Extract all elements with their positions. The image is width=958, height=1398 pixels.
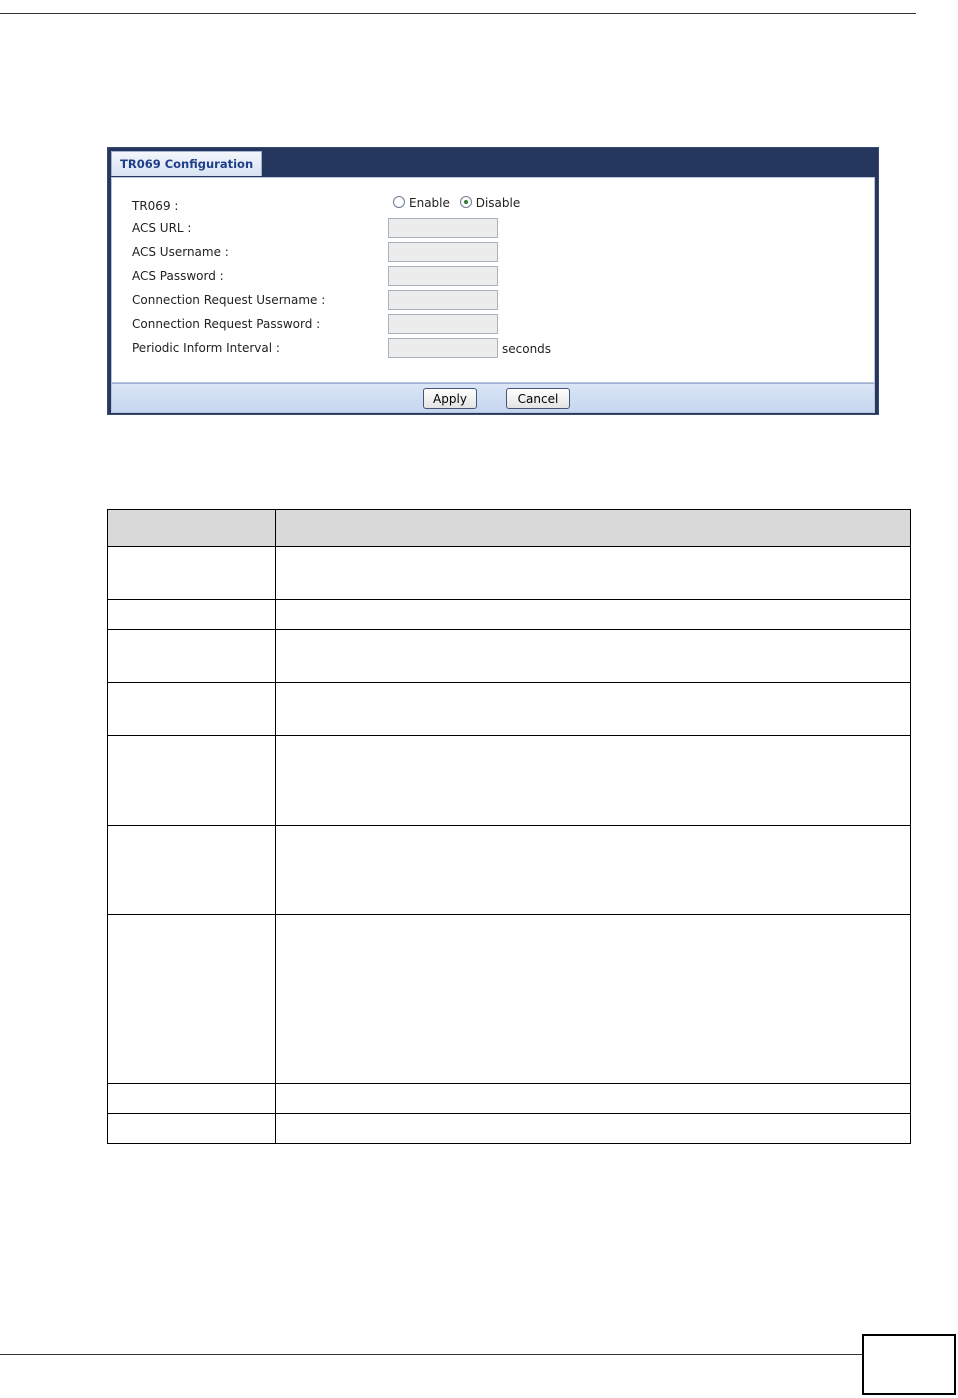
- conn-req-password-label: Connection Request Password :: [132, 317, 321, 331]
- enable-radio[interactable]: [393, 196, 405, 208]
- bottom-rule: [0, 1354, 862, 1355]
- table-cell: [276, 630, 911, 683]
- table-cell: [276, 600, 911, 630]
- table-row: [108, 826, 911, 915]
- table-cell: [276, 547, 911, 600]
- table-header-cell: [276, 510, 911, 547]
- table-row: [108, 547, 911, 600]
- apply-button[interactable]: Apply: [423, 388, 477, 409]
- table-header-row: [108, 510, 911, 547]
- tr069-config-panel: [107, 147, 879, 415]
- table-row: [108, 915, 911, 1084]
- table-cell: [276, 1114, 911, 1144]
- acs-password-input[interactable]: [388, 266, 498, 286]
- table-cell: [276, 736, 911, 826]
- acs-username-label: ACS Username :: [132, 245, 229, 259]
- table-row: [108, 600, 911, 630]
- top-rule: [0, 13, 916, 14]
- table-cell: [108, 1114, 276, 1144]
- table-header-cell: [108, 510, 276, 547]
- table-cell: [108, 736, 276, 826]
- table-cell: [108, 826, 276, 915]
- panel-tab-tr069-configuration[interactable]: TR069 Configuration: [111, 151, 262, 176]
- page-number-box: [862, 1334, 956, 1395]
- table-cell: [108, 915, 276, 1084]
- acs-password-label: ACS Password :: [132, 269, 224, 283]
- table-cell: [108, 1084, 276, 1114]
- tr069-label: TR069 :: [132, 199, 179, 213]
- disable-radio[interactable]: [460, 196, 472, 208]
- conn-req-password-input[interactable]: [388, 314, 498, 334]
- table-cell: [108, 600, 276, 630]
- table-cell: [276, 683, 911, 736]
- table-row: [108, 630, 911, 683]
- table-cell: [108, 547, 276, 600]
- acs-url-input[interactable]: [388, 218, 498, 238]
- periodic-inform-input[interactable]: [388, 338, 498, 358]
- conn-req-username-input[interactable]: [388, 290, 498, 310]
- table-row: [108, 1114, 911, 1144]
- table-row: [108, 1084, 911, 1114]
- table-cell: [108, 683, 276, 736]
- panel-footer: [111, 383, 875, 413]
- acs-username-input[interactable]: [388, 242, 498, 262]
- table-cell: [276, 1084, 911, 1114]
- conn-req-username-label: Connection Request Username :: [132, 293, 326, 307]
- tr069-radio-group: [393, 196, 526, 210]
- panel-body: [111, 177, 875, 383]
- field-description-table: [107, 509, 911, 1144]
- table-cell: [276, 826, 911, 915]
- table-row: [108, 683, 911, 736]
- periodic-inform-label: Periodic Inform Interval :: [132, 341, 280, 355]
- disable-radio-label: Disable: [475, 196, 521, 210]
- seconds-unit-label: seconds: [502, 342, 552, 356]
- enable-radio-label: Enable: [409, 196, 450, 210]
- table-cell: [108, 630, 276, 683]
- acs-url-label: ACS URL :: [132, 221, 192, 235]
- cancel-button[interactable]: Cancel: [506, 388, 570, 409]
- table-cell: [276, 915, 911, 1084]
- table-row: [108, 736, 911, 826]
